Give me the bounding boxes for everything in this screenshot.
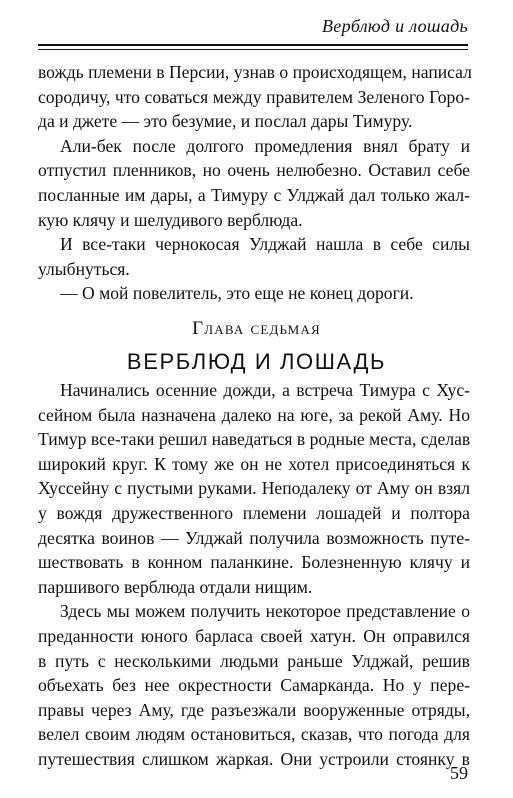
text-line: посланные им дары, а Тимуру с Улджай дал только жал- (38, 184, 470, 205)
text-block-top (38, 60, 470, 306)
text-line: — О мой повелитель, это еще не конец дороги. (60, 283, 414, 304)
text-line: Али-бек после долгого промедления внял брату и (60, 135, 470, 156)
chapter-title: ВЕРБЛЮД И ЛОШАДЬ (126, 349, 387, 374)
text-line: И все-таки чернокосая Улджай нашла в себе силы (60, 234, 470, 255)
text-line: преданности юного барласа своей хатун. Он оправился (38, 625, 470, 646)
header-rule (38, 44, 468, 50)
chapter-number: Глава седьмая (192, 318, 321, 339)
text-line: объехать без нее окрестности Самарканда. Но у пере- (38, 675, 470, 696)
text-block-main (38, 378, 470, 772)
text-line: отпустил пленников, но очень нелюбезно. Оставил себе (38, 160, 470, 181)
running-header: Верблюд и лошадь (322, 16, 468, 36)
text-line: кую клячу и шелудивого верблюда. (38, 209, 303, 230)
text-line: в путь с несколькими людьми раньше Улджай, решив (38, 650, 470, 671)
text-line: да и джете — это безумие, и послал дары Тимуру. (38, 111, 413, 132)
text-line: Тимур все-таки решил наведаться в родные места, сделав (38, 429, 471, 450)
text-line: десятка воинов — Улджай получила возможность путе- (38, 527, 470, 548)
text-line: паршивого верблюда отдали нищим. (38, 576, 313, 597)
text-line: широкий круг. К тому же он не хотел присоединяться к (38, 453, 470, 474)
text-line: вождь племени в Персии, узнав о происходящем, написал (38, 62, 472, 82)
text-line: у вождя дружественного племени лошадей и полтора (38, 502, 470, 523)
text-line: велел своим людям остановиться, сказав, что погода для (38, 724, 470, 745)
text-line: Начинались осенние дожди, а встреча Тимура с Хус- (60, 380, 470, 400)
text-line: сейном была назначена далеко на юге, за рекой Аму. Но (38, 404, 470, 425)
text-line: Хуссейну с пустыми руками. Неподалеку от Аму он взял (38, 478, 470, 499)
text-line: Здесь мы можем получить некоторое представление о (60, 601, 470, 622)
page-number: 59 (450, 763, 468, 783)
text-line: правы через Аму, где разъезжали вооруженные отряды, (38, 699, 470, 720)
text-line: сородичу, что соваться между правителем Зеленого Горо- (38, 86, 470, 107)
text-line: путешествия слишком жаркая. Они устроили стоянку в (38, 748, 470, 769)
text-line: шествовать в конном паланкине. Болезненную клячу и (38, 552, 470, 573)
text-line: улыбнуться. (38, 258, 130, 279)
